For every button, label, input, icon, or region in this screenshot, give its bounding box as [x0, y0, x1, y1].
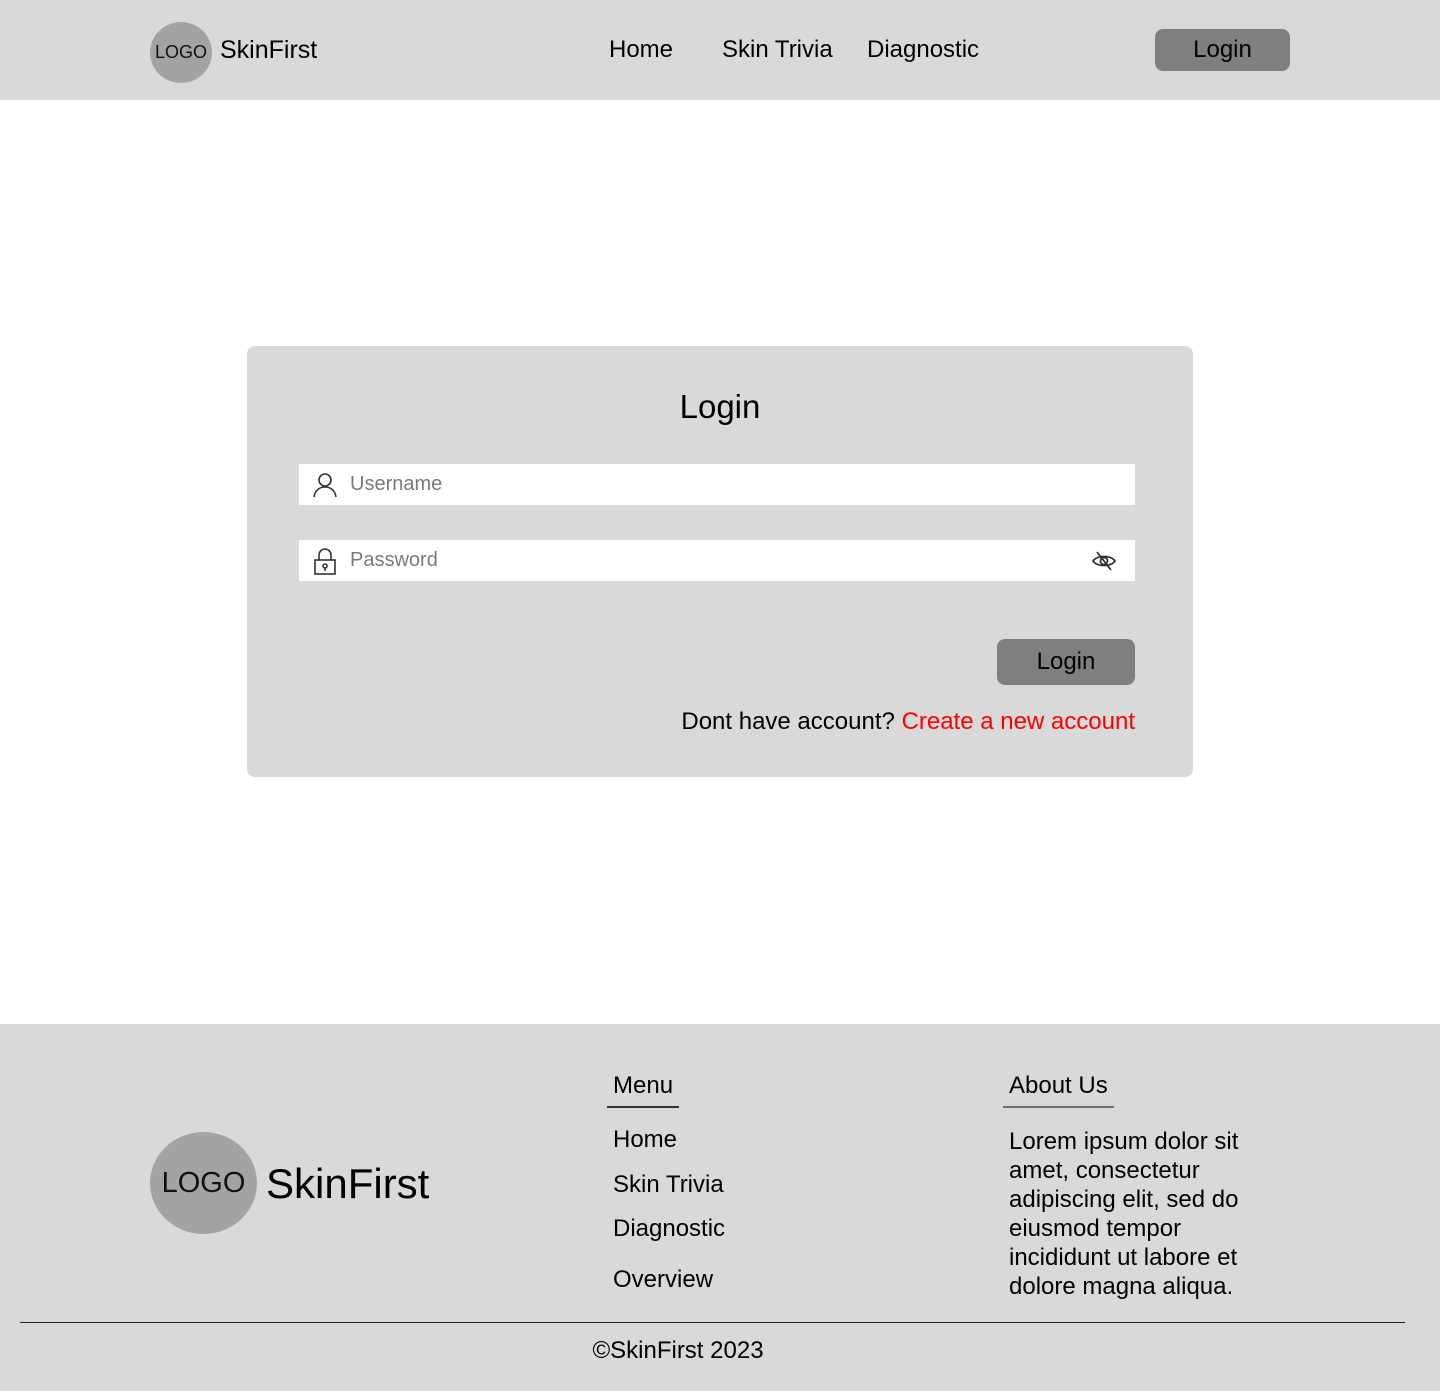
footer-brand-name: SkinFirst — [266, 1160, 430, 1207]
signup-prompt — [681, 708, 1135, 736]
footer-link-skin-trivia[interactable]: Skin Trivia — [613, 1171, 724, 1198]
login-submit-button[interactable]: Login — [997, 639, 1135, 685]
nav-skin-trivia[interactable]: Skin Trivia — [722, 36, 833, 63]
lock-icon — [312, 547, 338, 575]
top-nav-bar — [0, 0, 1440, 100]
footer-logo: LOGO — [150, 1132, 257, 1234]
footer-menu-heading: Menu — [607, 1072, 679, 1108]
copyright: ©SkinFirst 2023 — [592, 1337, 764, 1364]
username-input[interactable] — [350, 473, 1135, 496]
logo[interactable]: LOGO — [150, 22, 212, 83]
password-input[interactable] — [350, 549, 1135, 572]
signup-prompt-text: Dont have account? — [681, 708, 895, 735]
footer-link-diagnostic[interactable]: Diagnostic — [613, 1215, 726, 1242]
header-login-button[interactable]: Login — [1155, 29, 1290, 71]
eye-off-icon[interactable] — [1091, 549, 1117, 573]
footer-about-text: Lorem ipsum dolor sit amet, consectetur adipiscing elit, sed do eiusmod tempor incididunt ut labore et dolore magna aliqua. — [1009, 1128, 1239, 1300]
nav-diagnostic[interactable]: Diagnostic — [867, 36, 980, 63]
footer-divider — [20, 1322, 1405, 1323]
brand-name[interactable]: SkinFirst — [220, 36, 318, 64]
user-icon — [312, 471, 338, 499]
footer-about-heading: About Us — [1003, 1072, 1114, 1108]
username-field[interactable] — [299, 464, 1135, 505]
password-field[interactable] — [299, 540, 1135, 581]
login-title: Login — [679, 388, 761, 425]
create-account-link[interactable]: Create a new account — [901, 708, 1135, 735]
footer-link-home[interactable]: Home — [613, 1126, 678, 1153]
footer-link-overview[interactable]: Overview — [613, 1266, 714, 1293]
nav-home[interactable]: Home — [609, 36, 674, 63]
